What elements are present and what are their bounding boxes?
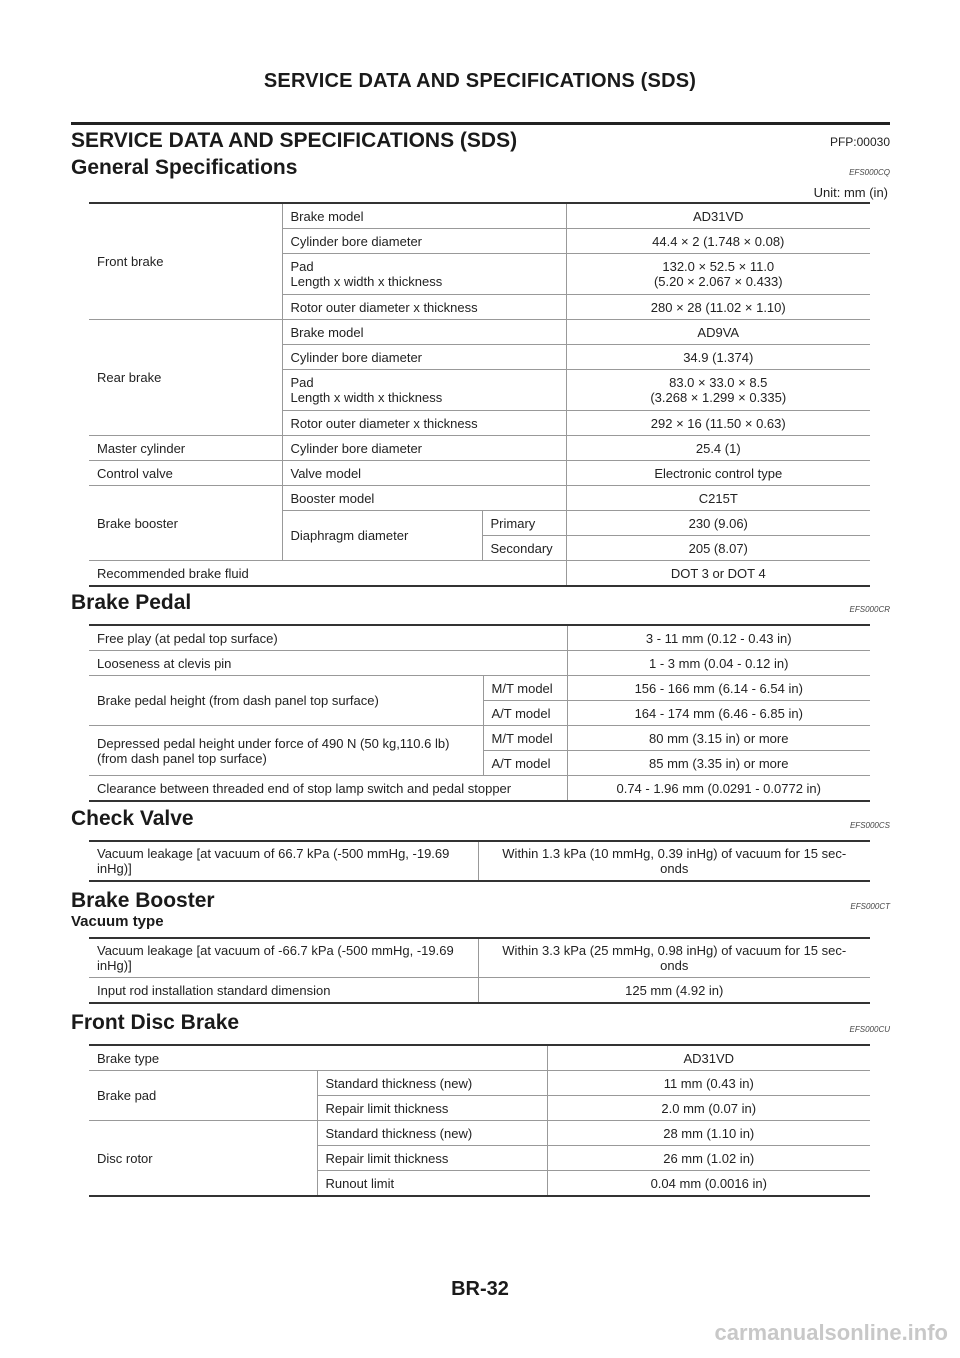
table-row: Recommended brake fluid DOT 3 or DOT 4	[89, 561, 870, 587]
section-title-front-disc-brake: Front Disc Brake	[71, 1011, 240, 1034]
table-row: A/T model 85 mm (3.35 in) or more	[89, 751, 870, 776]
table-row: Input rod installation standard dimension 125 mm (4.92 in)	[89, 978, 870, 1004]
section-code-brake-booster: EFS000CT	[850, 902, 890, 911]
page-header: SERVICE DATA AND SPECIFICATIONS (SDS)	[263, 70, 697, 92]
table-row: Clearance between threaded end of stop lamp switch and pedal stopper 0.74 - 1.96 mm (0.0291 - 0.0772 in)	[89, 776, 870, 802]
table-row: Cylinder bore diameter 34.9 (1.374)	[89, 345, 870, 370]
table-row: Runout limit 0.04 mm (0.0016 in)	[89, 1171, 870, 1197]
section-title-brake-pedal: Brake Pedal	[71, 591, 192, 614]
table-row: Looseness at clevis pin 1 - 3 mm (0.04 - 0.12 in)	[89, 651, 870, 676]
check-valve-table	[89, 840, 870, 882]
table-row: Free play (at pedal top surface) 3 - 11 mm (0.12 - 0.43 in)	[89, 625, 870, 651]
section-code-general: EFS000CQ	[849, 168, 890, 177]
table-row: Repair limit thickness 26 mm (1.02 in)	[89, 1146, 870, 1171]
table-row: Disc rotor Standard thickness (new) 28 mm (1.10 in)	[89, 1121, 870, 1146]
row-header: Rear brake	[89, 320, 282, 436]
table-row: Pad Length x width x thickness 83.0 × 33.0 × 8.5 (3.268 × 1.299 × 0.335)	[89, 370, 870, 411]
row-header: Front brake	[89, 203, 282, 320]
table-row: Rotor outer diameter x thickness 280 × 28 (11.02 × 1.10)	[89, 295, 870, 320]
table-row: Brake type AD31VD	[89, 1045, 870, 1071]
page-number: BR-32	[451, 1278, 509, 1300]
section-title-brake-booster: Brake Booster	[71, 889, 215, 912]
brake-pedal-table	[89, 624, 870, 802]
brake-booster-table	[89, 937, 870, 1004]
table-row: Repair limit thickness 2.0 mm (0.07 in)	[89, 1096, 870, 1121]
main-title-row	[71, 122, 890, 155]
section-title-general: General Specifications	[71, 156, 298, 179]
table-row: Cylinder bore diameter 44.4 × 2 (1.748 × 0.08)	[89, 229, 870, 254]
table-row: Rear brake Brake model AD9VA	[89, 320, 870, 345]
section-code-front-disc-brake: EFS000CU	[849, 1025, 890, 1034]
section-subtitle-vacuum-type: Vacuum type	[71, 913, 164, 930]
table-row: A/T model 164 - 174 mm (6.46 - 6.85 in)	[89, 701, 870, 726]
table-row: Diaphragm diameter Primary 230 (9.06)	[89, 511, 870, 536]
general-spec-table	[89, 202, 870, 587]
table-row: Brake pad Standard thickness (new) 11 mm (0.43 in)	[89, 1071, 870, 1096]
front-disc-brake-table	[89, 1044, 870, 1197]
section-title-check-valve: Check Valve	[71, 807, 194, 830]
section-code-brake-pedal: EFS000CR	[849, 605, 890, 614]
table-row: Brake pedal height (from dash panel top surface) M/T model 156 - 166 mm (6.14 - 6.54 in)	[89, 676, 870, 701]
table-row: Pad Length x width x thickness 132.0 × 52.5 × 11.0 (5.20 × 2.067 × 0.433)	[89, 254, 870, 295]
watermark: carmanualsonline.info	[714, 1320, 948, 1345]
table-row: Front brake Brake model AD31VD	[89, 203, 870, 229]
table-row: Vacuum leakage [at vacuum of -66.7 kPa (-500 mmHg, -19.69 inHg)] Within 3.3 kPa (25 mmHg, 0.98 inHg) of vacuum for 15 sec- onds	[89, 938, 870, 978]
table-row: Master cylinder Cylinder bore diameter 25.4 (1)	[89, 436, 870, 461]
row-header: Brake booster	[89, 486, 282, 561]
table-row: Control valve Valve model Electronic control type	[89, 461, 870, 486]
table-row: Rotor outer diameter x thickness 292 × 16 (11.50 × 0.63)	[89, 411, 870, 436]
main-title: SERVICE DATA AND SPECIFICATIONS (SDS)	[71, 129, 518, 152]
unit-label: Unit: mm (in)	[813, 185, 888, 200]
pfp-code: PFP:00030	[829, 135, 890, 149]
table-row: Secondary 205 (8.07)	[89, 536, 870, 561]
table-row: Depressed pedal height under force of 490 N (50 kg,110.6 lb) (from dash panel top surface) M/T model 80 mm (3.15 in) or more	[89, 726, 870, 751]
table-row: Vacuum leakage [at vacuum of 66.7 kPa (-500 mmHg, -19.69 inHg)] Within 1.3 kPa (10 mmHg, 0.39 inHg) of vacuum for 15 sec- onds	[89, 841, 870, 881]
table-row: Brake booster Booster model C215T	[89, 486, 870, 511]
section-code-check-valve: EFS000CS	[849, 821, 890, 830]
